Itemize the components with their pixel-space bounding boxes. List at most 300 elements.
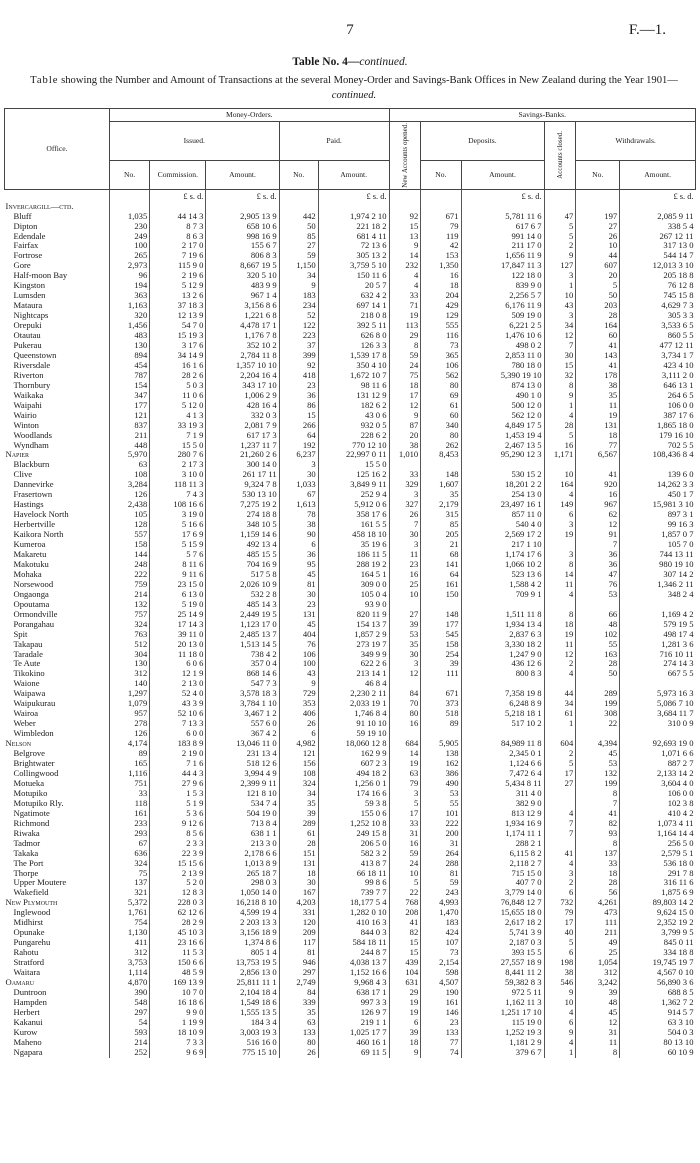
new-accounts-cell: 71 <box>389 301 421 311</box>
table-row <box>5 401 696 411</box>
deposits-no-cell: 64 <box>421 570 461 580</box>
closed-cell: 28 <box>544 421 576 431</box>
paid-no-cell: 81 <box>279 948 318 958</box>
issued-no-cell: 483 <box>109 331 149 341</box>
table-row <box>5 232 696 242</box>
deposits-amount-cell: 490 1 0 <box>461 391 544 401</box>
withdrawals-no-cell: 3,242 <box>576 978 620 988</box>
paid-amount-cell: 1,152 16 6 <box>318 968 389 978</box>
paid-no-header: No. <box>279 160 318 189</box>
deposits-amount-cell: 800 8 3 <box>461 669 544 679</box>
withdrawals-amount-cell: 76 12 8 <box>620 281 696 291</box>
issued-amount-cell: 967 1 4 <box>206 291 279 301</box>
issued-no-cell: 252 <box>109 1048 149 1058</box>
withdrawals-amount-cell: 310 0 9 <box>620 719 696 729</box>
issued-commission-cell: 11 18 0 <box>150 650 206 660</box>
table-row <box>5 938 696 948</box>
new-accounts-cell: 13 <box>389 232 421 242</box>
withdrawals-no-cell: 607 <box>576 261 620 271</box>
office-cell: Herbertville <box>13 520 56 530</box>
closed-cell: 9 <box>544 988 576 998</box>
caption-lead: Table <box>30 75 59 86</box>
deposits-no-cell: 55 <box>421 799 461 809</box>
deposits-no-cell: 81 <box>421 869 461 879</box>
office-cell: Nelson <box>5 739 32 749</box>
issued-amount-cell: 8,667 19 5 <box>206 261 279 271</box>
withdrawals-no-cell: 36 <box>576 550 620 560</box>
paid-no-cell: 120 <box>279 918 318 928</box>
closed-cell: 2 <box>544 241 576 251</box>
issued-commission-cell: 22 3 9 <box>150 849 206 859</box>
issued-amount-cell: 4,599 19 4 <box>206 908 279 918</box>
deposits-amount-cell: 509 19 0 <box>461 311 544 321</box>
issued-amount-cell: 518 12 6 <box>206 759 279 769</box>
withdrawals-no-cell: 41 <box>576 470 620 480</box>
withdrawals-no-cell: 11 <box>576 401 620 411</box>
closed-cell <box>544 799 576 809</box>
closed-cell: 10 <box>544 470 576 480</box>
new-accounts-cell: 11 <box>389 550 421 560</box>
withdrawals-no-cell: 5 <box>576 281 620 291</box>
issued-no-cell: 100 <box>109 241 149 251</box>
deposits-no-cell: 671 <box>421 212 461 222</box>
issued-commission-cell: 8 11 6 <box>150 560 206 570</box>
office-cell: Brightwater <box>13 759 55 769</box>
new-accounts-cell: 1,010 <box>389 450 421 460</box>
deposits-amount-cell: 3,779 14 0 <box>461 888 544 898</box>
new-accounts-header: New Accounts opened. <box>389 121 421 189</box>
closed-cell: 30 <box>544 351 576 361</box>
paid-amount-cell: 9,968 4 3 <box>318 978 389 988</box>
deposits-no-cell: 18 <box>421 281 461 291</box>
withdrawals-no-cell: 308 <box>576 709 620 719</box>
table-row <box>5 291 696 301</box>
new-accounts-cell <box>389 460 421 470</box>
paid-no-cell: 9 <box>279 679 318 689</box>
paid-no-cell <box>279 202 318 212</box>
new-accounts-cell: 17 <box>389 809 421 819</box>
new-accounts-cell: 39 <box>389 620 421 630</box>
issued-commission-cell: 1 19 9 <box>150 1018 206 1028</box>
paid-amount-cell: 126 3 3 <box>318 341 389 351</box>
deposits-amount-cell: 562 12 0 <box>461 411 544 421</box>
paid-amount-cell: 844 0 3 <box>318 928 389 938</box>
issued-commission-cell: 62 12 6 <box>150 908 206 918</box>
issued-amount-cell: 1,555 13 5 <box>206 1008 279 1018</box>
deposits-amount-cell: 4,849 17 5 <box>461 421 544 431</box>
withdrawals-amount-cell <box>620 729 696 739</box>
withdrawals-no-cell: 164 <box>576 321 620 331</box>
withdrawals-amount-cell: 579 19 5 <box>620 620 696 630</box>
office-cell: Wairoa <box>13 709 39 719</box>
paid-no-cell: 946 <box>279 958 318 968</box>
issued-no-cell: 2,973 <box>109 261 149 271</box>
paid-no-cell: 30 <box>279 590 318 600</box>
issued-commission-cell: 2 13 9 <box>150 869 206 879</box>
closed-cell: 4 <box>544 1008 576 1018</box>
paid-amount-cell: 249 15 8 <box>318 829 389 839</box>
paid-amount-cell: 154 13 7 <box>318 620 389 630</box>
issued-amount-cell: 1,374 8 6 <box>206 938 279 948</box>
issued-commission-cell: 5 3 6 <box>150 809 206 819</box>
office-cell: Weber <box>13 719 36 729</box>
withdrawals-no-cell: 53 <box>576 759 620 769</box>
withdrawals-amount-cell: 267 12 11 <box>620 232 696 242</box>
paid-amount-cell: 4,038 13 7 <box>318 958 389 968</box>
withdrawals-no-cell: 7 <box>576 799 620 809</box>
new-accounts-cell: 24 <box>389 361 421 371</box>
issued-no-cell: 3,753 <box>109 958 149 968</box>
paid-amount-cell: 1,672 10 7 <box>318 371 389 381</box>
deposits-amount-cell <box>461 460 544 470</box>
table-row <box>5 251 696 261</box>
issued-commission-cell: 9 12 6 <box>150 819 206 829</box>
closed-cell: 1 <box>544 1048 576 1058</box>
table-row <box>5 371 696 381</box>
new-accounts-cell: 38 <box>389 441 421 451</box>
office-cell: Motupiko <box>13 788 48 798</box>
paid-no-cell: 234 <box>279 301 318 311</box>
issued-commission-cell: 28 2 9 <box>150 918 206 928</box>
savings-banks-header: Savings-Banks. <box>389 109 696 122</box>
paid-no-cell: 61 <box>279 829 318 839</box>
office-cell: Dipton <box>13 221 38 231</box>
issued-commission-cell: 15 19 3 <box>150 331 206 341</box>
issued-commission-cell: 115 9 0 <box>150 261 206 271</box>
deposits-amount-cell: 2,853 11 0 <box>461 351 544 361</box>
table-row <box>5 928 696 938</box>
table-row <box>5 510 696 520</box>
issued-commission-cell: 3 10 0 <box>150 470 206 480</box>
issued-amount-cell: 2,104 18 4 <box>206 988 279 998</box>
issued-amount-cell: 1,237 11 7 <box>206 441 279 451</box>
issued-no-cell: 454 <box>109 361 149 371</box>
withdrawals-amount-cell: 139 6 0 <box>620 470 696 480</box>
issued-amount-cell: 1,123 17 0 <box>206 620 279 630</box>
withdrawals-no-cell: 50 <box>576 669 620 679</box>
new-accounts-cell: 84 <box>389 689 421 699</box>
paid-no-cell: 23 <box>279 600 318 610</box>
issued-commission-cell: 7 1 9 <box>150 431 206 441</box>
withdrawals-no-cell: 8 <box>576 839 620 849</box>
withdrawals-amount-cell: 1,164 14 4 <box>620 829 696 839</box>
issued-amount-cell: 3,156 18 9 <box>206 928 279 938</box>
deposits-amount-cell: 59,382 8 3 <box>461 978 544 988</box>
deposits-amount-cell: 498 0 2 <box>461 341 544 351</box>
withdrawals-amount-cell: 102 3 8 <box>620 799 696 809</box>
withdrawals-no-cell: 203 <box>576 301 620 311</box>
closed-cell: 7 <box>544 341 576 351</box>
issued-commission-cell: 16 18 6 <box>150 998 206 1008</box>
issued-no-cell: 75 <box>109 869 149 879</box>
deposits-amount-cell: 15,655 18 0 <box>461 908 544 918</box>
deposits-amount-cell <box>461 729 544 739</box>
table-row <box>5 898 696 908</box>
new-accounts-cell: 18 <box>389 381 421 391</box>
paid-no-cell: 85 <box>279 232 318 242</box>
paid-no-cell: 80 <box>279 1038 318 1048</box>
deposits-amount-cell: 523 13 6 <box>461 570 544 580</box>
issued-no-cell: 132 <box>109 600 149 610</box>
issued-amount-cell: 428 16 4 <box>206 401 279 411</box>
office-cell: Oamaru <box>5 977 35 987</box>
paid-no-cell: 78 <box>279 510 318 520</box>
issued-amount-cell: 530 13 10 <box>206 490 279 500</box>
issued-amount-cell: 21,260 2 6 <box>206 450 279 460</box>
office-cell: Nightcaps <box>13 311 49 321</box>
withdrawals-amount-cell: 63 3 10 <box>620 1018 696 1028</box>
closed-cell: 19 <box>544 630 576 640</box>
issued-commission-cell: 52 10 6 <box>150 709 206 719</box>
closed-cell <box>544 540 576 550</box>
issued-no-cell: 4,870 <box>109 978 149 988</box>
issued-commission-cell: 7 4 3 <box>150 490 206 500</box>
issued-no-cell: 1,163 <box>109 301 149 311</box>
table-row <box>5 849 696 859</box>
deposits-no-cell: 138 <box>421 749 461 759</box>
paid-no-cell: 37 <box>279 341 318 351</box>
paid-amount-cell: 35 19 6 <box>318 540 389 550</box>
new-accounts-cell: 16 <box>389 719 421 729</box>
paid-amount-cell: 174 16 6 <box>318 789 389 799</box>
issued-amount-cell: 332 0 3 <box>206 411 279 421</box>
withdrawals-no-cell: 91 <box>576 530 620 540</box>
deposits-amount-cell: 715 15 0 <box>461 869 544 879</box>
paid-no-cell: 406 <box>279 709 318 719</box>
withdrawals-no-cell <box>576 679 620 689</box>
office-cell: Collingwood <box>13 768 59 778</box>
withdrawals-no-cell: 111 <box>576 918 620 928</box>
table-row <box>5 450 696 460</box>
deposits-no-cell: 262 <box>421 441 461 451</box>
issued-amount-cell: 1,159 14 6 <box>206 530 279 540</box>
deposits-amount-cell: 1,656 11 9 <box>461 251 544 261</box>
issued-amount-cell: 320 5 10 <box>206 271 279 281</box>
issued-commission-cell: 10 7 0 <box>150 988 206 998</box>
deposits-no-cell: 116 <box>421 331 461 341</box>
deposits-no-cell: 4,507 <box>421 978 461 988</box>
deposits-no-cell: 288 <box>421 859 461 869</box>
withdrawals-amount-cell: 15,981 3 10 <box>620 500 696 510</box>
deposits-amount-cell: 857 11 0 <box>461 510 544 520</box>
deposits-no-cell: 146 <box>421 1008 461 1018</box>
table-row <box>5 560 696 570</box>
table-row <box>5 1008 696 1018</box>
office-cell: Takaka <box>13 848 39 858</box>
closed-cell: 164 <box>544 480 576 490</box>
deposits-amount-cell: 2,118 2 7 <box>461 859 544 869</box>
paid-no-cell: 209 <box>279 928 318 938</box>
issued-commission-cell: 13 2 6 <box>150 291 206 301</box>
issued-no-cell: 293 <box>109 829 149 839</box>
issued-no-cell: 165 <box>109 759 149 769</box>
issued-no-cell: 957 <box>109 709 149 719</box>
new-accounts-cell: 35 <box>389 640 421 650</box>
closed-cell: 6 <box>544 510 576 520</box>
withdrawals-no-cell: 50 <box>576 291 620 301</box>
deposits-amount-cell: 23,497 16 1 <box>461 500 544 510</box>
issued-commission-cell: 27 9 6 <box>150 779 206 789</box>
deposits-amount-cell: 1,251 17 10 <box>461 1008 544 1018</box>
issued-amount-cell: 805 1 4 <box>206 948 279 958</box>
paid-no-cell: 9 <box>279 281 318 291</box>
issued-commission-cell: 15 5 0 <box>150 441 206 451</box>
paid-amount-cell: 93 9 0 <box>318 600 389 610</box>
unit-label: £ s. d. <box>318 189 389 201</box>
table-row <box>5 948 696 958</box>
withdrawals-no-cell: 178 <box>576 371 620 381</box>
issued-amount-cell: 1,357 10 10 <box>206 361 279 371</box>
closed-cell <box>544 460 576 470</box>
paid-no-cell: 167 <box>279 888 318 898</box>
table-row <box>5 381 696 391</box>
deposits-no-cell: 101 <box>421 809 461 819</box>
paid-no-cell: 30 <box>279 878 318 888</box>
paid-no-cell: 131 <box>279 859 318 869</box>
paid-no-cell: 23 <box>279 381 318 391</box>
table-caption <box>24 73 684 103</box>
paid-amount-cell: 213 14 1 <box>318 669 389 679</box>
paid-amount-cell: 221 18 2 <box>318 222 389 232</box>
table-row <box>5 490 696 500</box>
deposits-no-cell: 200 <box>421 829 461 839</box>
issued-amount-cell: 658 10 6 <box>206 222 279 232</box>
closed-cell: 604 <box>544 739 576 749</box>
paid-no-cell: 106 <box>279 650 318 660</box>
issued-no-cell: 144 <box>109 550 149 560</box>
table-row <box>5 580 696 590</box>
deposits-amount-cell: 780 18 0 <box>461 361 544 371</box>
office-cell: Belgrove <box>13 749 46 759</box>
table-title-continued: continued. <box>359 56 408 68</box>
office-cell: Norsewood <box>13 579 54 589</box>
new-accounts-cell: 10 <box>389 590 421 600</box>
paid-no-cell: 34 <box>279 271 318 281</box>
paid-amount-cell: 155 0 6 <box>318 809 389 819</box>
issued-amount-cell: 3,156 8 6 <box>206 301 279 311</box>
paid-amount-cell: 219 1 1 <box>318 1018 389 1028</box>
paid-no-cell: 151 <box>279 849 318 859</box>
paid-no-cell: 28 <box>279 839 318 849</box>
deposits-amount-cell: 17,847 11 3 <box>461 261 544 271</box>
withdrawals-no-cell: 18 <box>576 869 620 879</box>
withdrawals-no-cell: 8 <box>576 1048 620 1058</box>
table-row <box>5 311 696 321</box>
issued-commission-cell: 118 11 3 <box>150 480 206 490</box>
withdrawals-amount-cell: 5,973 16 3 <box>620 689 696 699</box>
table-row <box>5 749 696 759</box>
issued-commission-cell: 2 17 0 <box>150 241 206 251</box>
table-row <box>5 759 696 769</box>
paid-amount-cell: 105 0 4 <box>318 590 389 600</box>
closed-cell: 44 <box>544 689 576 699</box>
office-cell: Mataura <box>13 301 43 311</box>
deposits-no-cell: 21 <box>421 540 461 550</box>
new-accounts-cell: 208 <box>389 908 421 918</box>
paid-no-cell: 4,203 <box>279 898 318 908</box>
table-row <box>5 829 696 839</box>
table-row <box>5 281 696 291</box>
issued-commission-header: Commission. <box>150 160 206 189</box>
withdrawals-no-cell: 131 <box>576 421 620 431</box>
paid-amount-cell: 410 16 3 <box>318 918 389 928</box>
withdrawals-no-cell: 199 <box>576 699 620 709</box>
withdrawals-no-cell: 199 <box>576 779 620 789</box>
withdrawals-amount-cell: 56,890 3 6 <box>620 978 696 988</box>
paid-amount-cell: 22,997 0 11 <box>318 450 389 460</box>
withdrawals-no-cell: 1,054 <box>576 958 620 968</box>
issued-amount-cell: 2,026 10 9 <box>206 580 279 590</box>
paid-amount-cell: 98 11 6 <box>318 381 389 391</box>
withdrawals-amount-cell <box>620 202 696 212</box>
paid-amount-cell: 273 19 7 <box>318 640 389 650</box>
withdrawals-amount-cell: 1,071 6 6 <box>620 749 696 759</box>
office-cell: Richmond <box>13 818 50 828</box>
office-cell: Fortrose <box>13 251 43 261</box>
issued-commission-cell: 17 6 9 <box>150 530 206 540</box>
new-accounts-cell: 29 <box>389 331 421 341</box>
paid-amount-cell: 66 18 11 <box>318 869 389 879</box>
withdrawals-amount-cell: 845 0 11 <box>620 938 696 948</box>
withdrawals-amount-cell: 80 13 10 <box>620 1038 696 1048</box>
paid-amount-cell: 228 6 2 <box>318 431 389 441</box>
office-cell: Invercargill—ctd. <box>5 201 74 211</box>
paid-no-cell: 156 <box>279 759 318 769</box>
deposits-no-cell: 161 <box>421 580 461 590</box>
closed-cell: 41 <box>544 849 576 859</box>
closed-cell: 15 <box>544 361 576 371</box>
issued-amount-cell: 2,399 9 11 <box>206 779 279 789</box>
table-title-main: Table No. 4— <box>292 56 360 68</box>
issued-commission-cell: 4 1 3 <box>150 411 206 421</box>
office-cell: Orepuki <box>13 321 42 331</box>
issued-no-cell: 763 <box>109 630 149 640</box>
table-row <box>5 719 696 729</box>
withdrawals-no-cell: 41 <box>576 341 620 351</box>
paid-no-cell: 324 <box>279 779 318 789</box>
new-accounts-cell: 15 <box>389 948 421 958</box>
issued-commission-cell: 3 17 6 <box>150 341 206 351</box>
withdrawals-amount-cell: 914 5 7 <box>620 1008 696 1018</box>
issued-no-cell: 1,297 <box>109 689 149 699</box>
issued-no-cell: 321 <box>109 888 149 898</box>
withdrawals-amount-cell: 667 5 5 <box>620 669 696 679</box>
withdrawals-amount-cell: 536 18 0 <box>620 859 696 869</box>
office-cell: Frasertown <box>13 490 53 500</box>
new-accounts-cell: 15 <box>389 938 421 948</box>
closed-cell: 1,171 <box>544 450 576 460</box>
paid-no-cell: 2,749 <box>279 978 318 988</box>
office-cell: Clive <box>13 470 33 480</box>
office-cell: Waione <box>13 679 40 689</box>
deposits-header: Deposits. <box>421 121 544 160</box>
deposits-amount-cell: 500 12 0 <box>461 401 544 411</box>
closed-cell <box>544 600 576 610</box>
table-row <box>5 988 696 998</box>
table-row <box>5 212 696 222</box>
issued-amount-cell: 348 10 5 <box>206 520 279 530</box>
office-header: Office. <box>5 109 110 190</box>
closed-cell: 34 <box>544 699 576 709</box>
deposits-amount-cell: 254 13 0 <box>461 490 544 500</box>
issued-no-cell: 557 <box>109 530 149 540</box>
deposits-amount-cell: 211 17 0 <box>461 241 544 251</box>
paid-no-cell: 1,613 <box>279 500 318 510</box>
issued-amount-cell: 738 4 2 <box>206 650 279 660</box>
paid-amount-cell: 1,256 0 1 <box>318 779 389 789</box>
new-accounts-cell: 17 <box>389 391 421 401</box>
deposits-no-cell: 150 <box>421 590 461 600</box>
